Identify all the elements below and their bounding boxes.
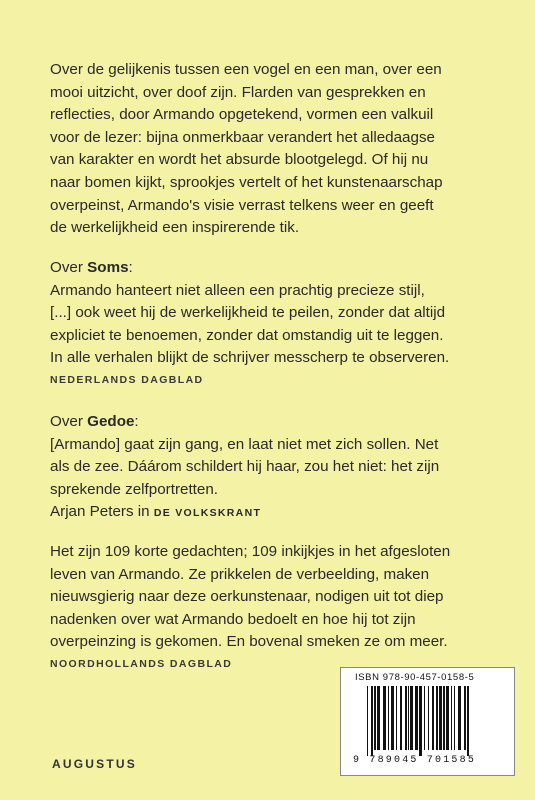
barcode-bar (446, 686, 449, 750)
review-last (50, 541, 495, 670)
review-source: NEDERLANDS DAGBLAD (50, 373, 204, 386)
review-source: NOORDHOLLANDS DAGBLAD (50, 657, 233, 670)
review-attribution (50, 501, 495, 525)
barcode-bar (419, 686, 422, 756)
quote-line: [...] ook weet hij de werkelijkheid te peilen, zonder dat altijd (50, 304, 446, 322)
quote-line: sprekende zelfportretten. (50, 480, 219, 498)
barcode-bar (451, 686, 452, 750)
publisher-logo: AUGUSTUS (52, 757, 137, 771)
barcode-bar (388, 686, 389, 750)
review-heading (50, 411, 495, 434)
barcode-bar (424, 686, 425, 750)
quote-line: In alle verhalen blijkt de schrijver messcherp te observeren. (50, 349, 450, 367)
barcode-bar (383, 686, 386, 750)
quote-line: expliciet te benoemen, zonder dat omstandig uit te leggen. (50, 326, 444, 344)
isbn-text: ISBN 978-90-457-0158-5 (355, 672, 475, 683)
barcode-bar (458, 686, 461, 750)
blurb-line: voor de lezer: bijna onmerkbaar verandert het alledaagse (50, 128, 435, 146)
colon: : (134, 413, 139, 430)
quote-line: leven van Armando. Ze prikkelen de verbeelding, maken (50, 565, 430, 583)
book-title: Soms (87, 259, 129, 276)
barcode-icon (365, 686, 493, 756)
barcode-bar (436, 686, 438, 750)
barcode-bar (410, 686, 413, 750)
barcode-bar (467, 686, 469, 756)
colon: : (128, 259, 133, 276)
review-source: DE VOLKSKRANT (153, 507, 262, 520)
blurb-line: naar bomen kijkt, sprookjes vertelt of het kunstenaarschap (50, 173, 443, 191)
barcode-bar (377, 686, 380, 750)
blurb-paragraph (50, 59, 495, 240)
barcode-bar (374, 686, 376, 750)
barcode-bar (428, 686, 429, 750)
barcode-bar (439, 686, 442, 750)
review-heading (50, 257, 495, 280)
barcode-bar (415, 686, 418, 750)
barcode-bar (464, 686, 466, 750)
over-label: Over (50, 413, 83, 430)
blurb-line: overpeinst, Armando's visie verrast telkens weer en geeft (50, 196, 434, 214)
barcode-bar (367, 686, 368, 756)
blurb-line: de werkelijkheid een inspirerende tik. (50, 219, 300, 237)
barcode-bar (432, 686, 434, 750)
quote-line: overpeinzing is gekomen. En bovenal smeken ze om meer. (50, 633, 448, 651)
over-label: Over (50, 259, 83, 276)
review-gedoe (50, 411, 495, 525)
book-title: Gedoe (87, 413, 135, 430)
barcode-bar (400, 686, 402, 750)
ean-number: 9 789045 701585 (353, 755, 477, 766)
blurb-line: Over de gelijkenis tussen een vogel en een man, over een (50, 61, 442, 78)
review-soms (50, 257, 495, 386)
barcode-bar (408, 686, 409, 750)
quote-line: nadenken over wat Armando bedoelt en hoe hij tot zijn (50, 610, 416, 628)
barcode-bar (443, 686, 445, 750)
barcode-bar (371, 686, 373, 756)
quote-line: Armando hanteert niet alleen een prachtig precieze stijl, (50, 281, 425, 299)
blurb-line: mooi uitzicht, over doof zijn. Flarden van gesprekken en (50, 83, 426, 101)
quote-line: als de zee. Dáárom schildert hij haar, zou het niet: het zijn (50, 458, 440, 476)
barcode-bar (396, 686, 397, 750)
blurb-line: van karakter en wordt het absurde blootgelegd. Of hij nu (50, 151, 429, 169)
barcode-bar (391, 686, 394, 750)
barcode-bar (454, 686, 455, 750)
quote-line: Het zijn 109 korte gedachten; 109 inkijkjes in het afgesloten (50, 543, 451, 560)
barcode-label (340, 667, 515, 776)
quote-line: nieuwsgierig naar deze oerkunstenaar, nodigen uit tot diep (50, 588, 444, 606)
blurb-line: reflecties, door Armando opgetekend, vormen een valkuil (50, 106, 434, 124)
barcode-bar (405, 686, 407, 750)
quote-line: [Armando] gaat zijn gang, en laat niet met zich sollen. Net (50, 435, 439, 453)
review-author: Arjan Peters in (50, 503, 150, 521)
